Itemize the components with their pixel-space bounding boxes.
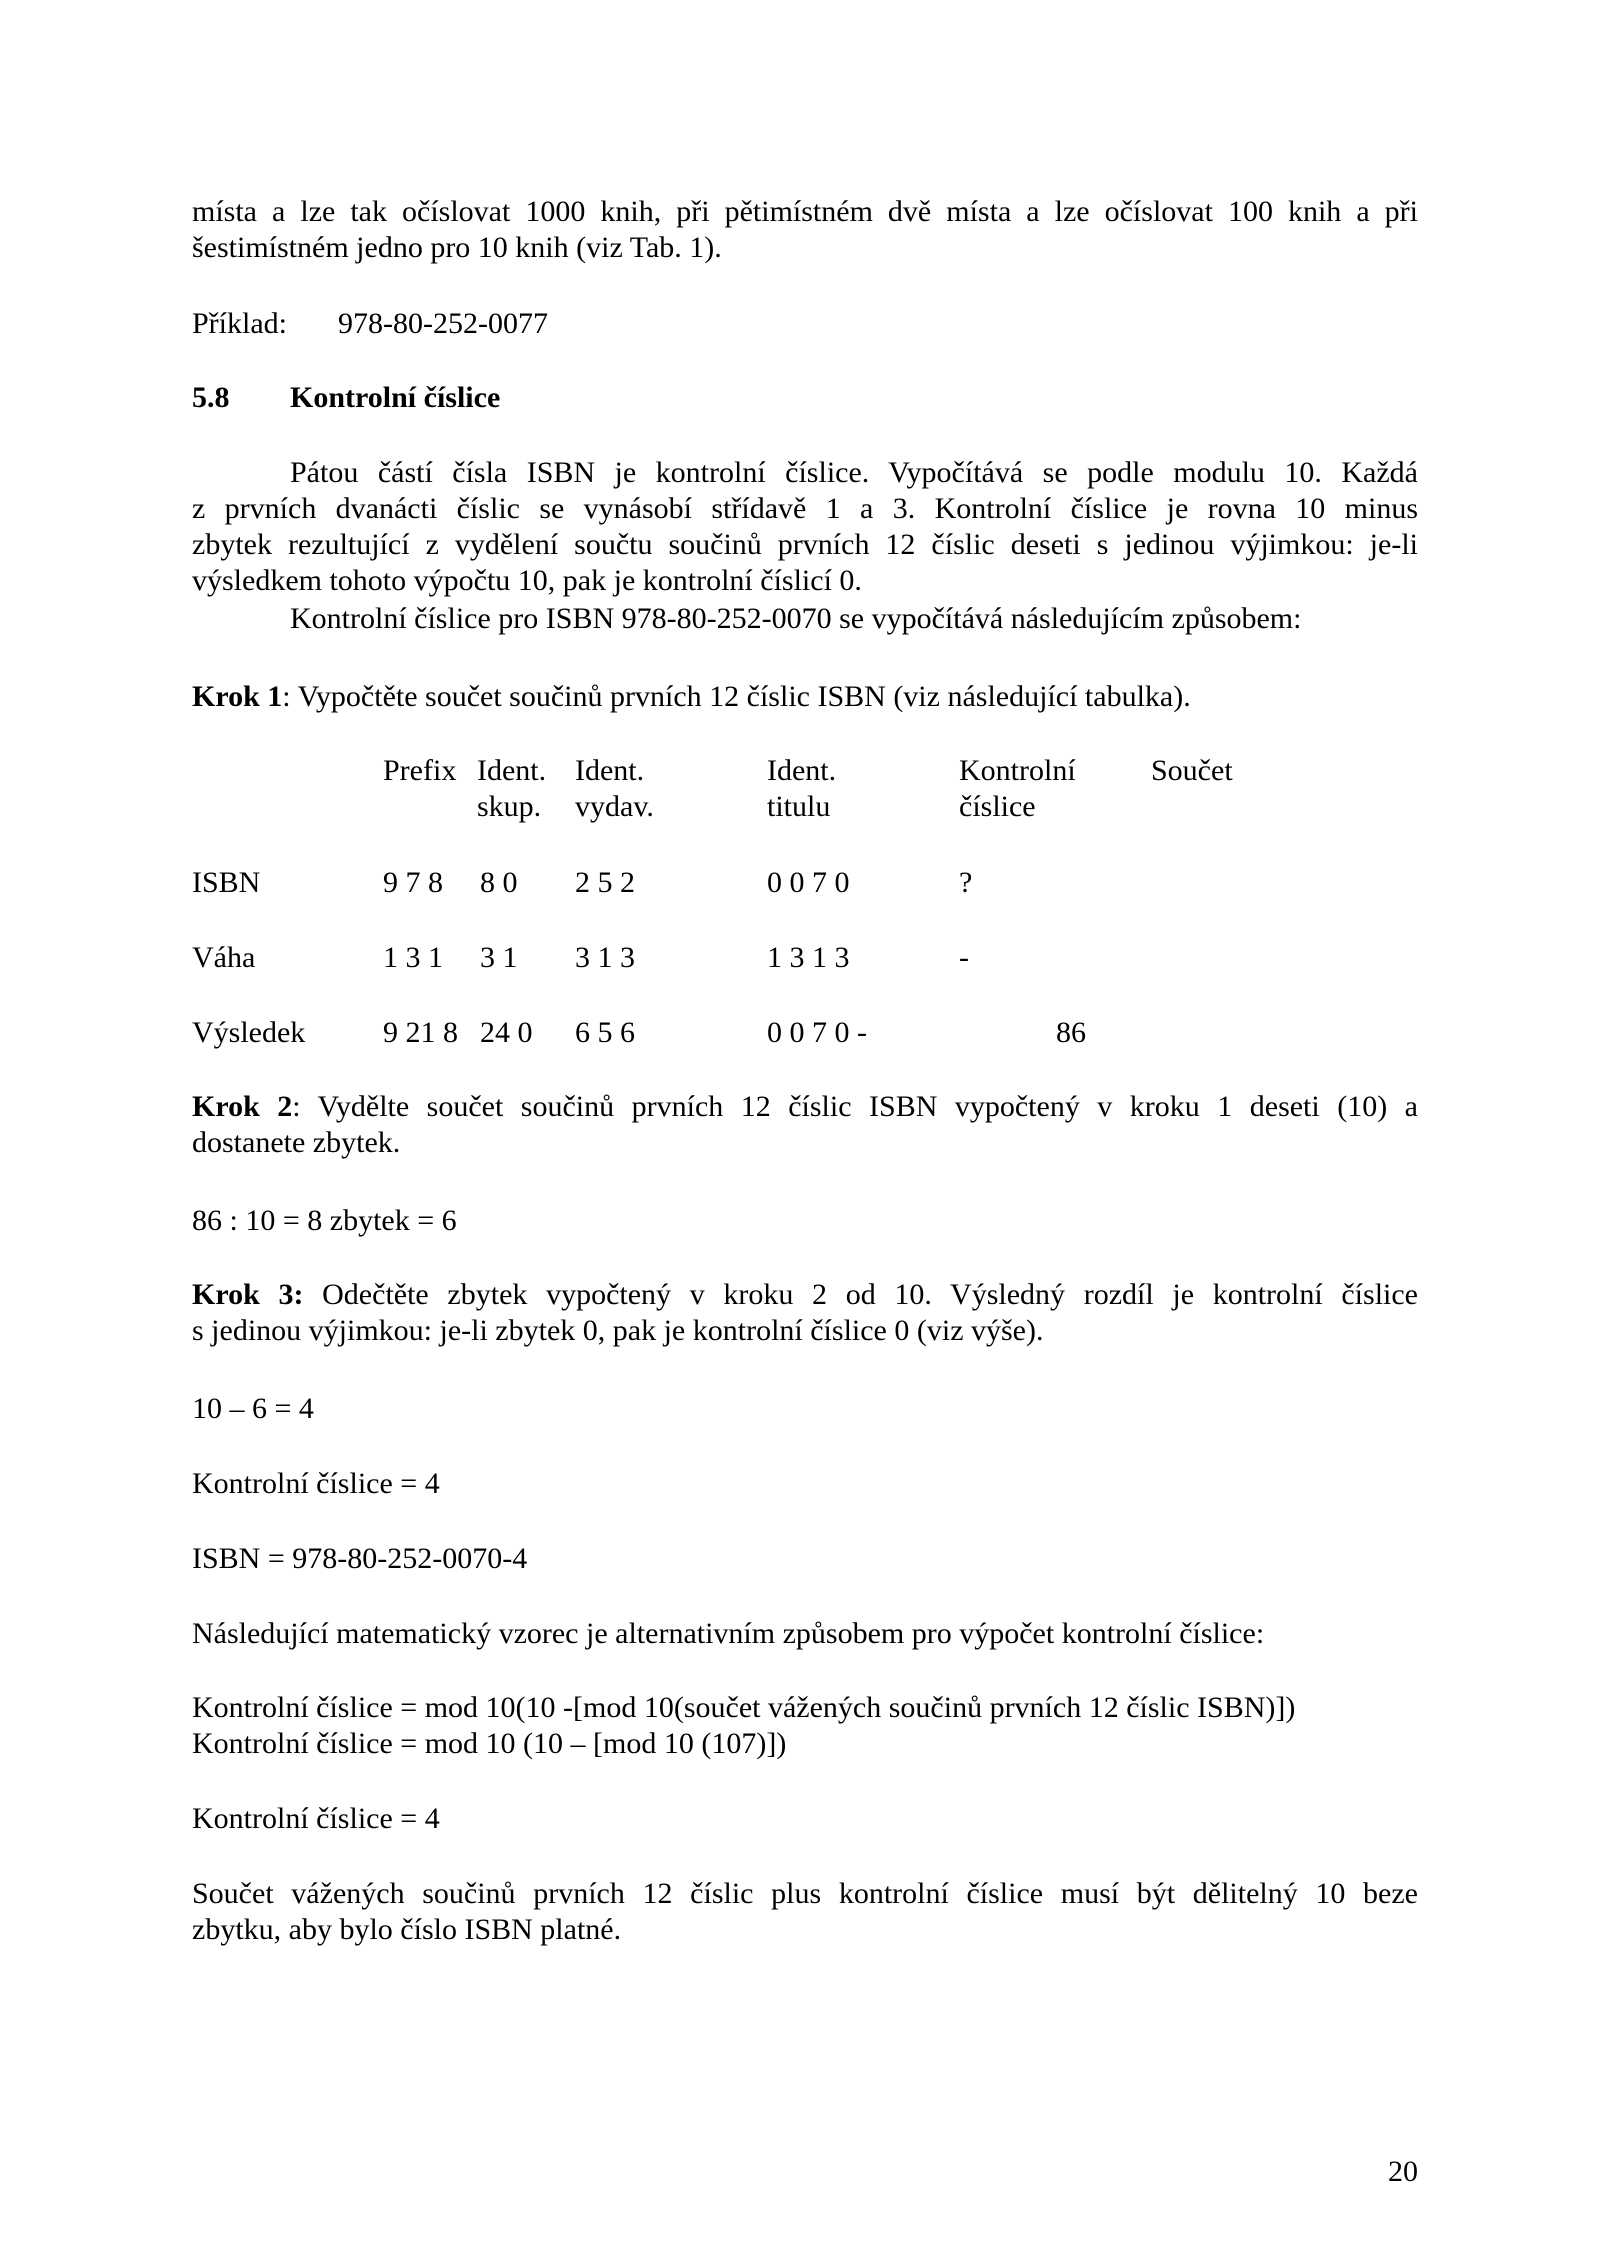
formula-general: Kontrolní číslice = mod 10(10 -[mod 10(součet vážených součinů prvních 12 číslic ISBN)]) (192, 1691, 1296, 1724)
header-prefix: Prefix (383, 754, 457, 787)
result-check-digit: Kontrolní číslice = 4 (192, 1467, 440, 1500)
para2-text: Kontrolní číslice pro ISBN 978-80-252-0070 se vypočítává následujícím způsobem: (290, 602, 1302, 635)
step3-line-1 (192, 1277, 1418, 1313)
alternative-intro: Následující matematický vzorec je alternativním způsobem pro výpočet kontrolní číslice: (192, 1617, 1265, 1650)
step2-line-1 (192, 1089, 1418, 1125)
step2-line-2: dostanete zbytek. (192, 1126, 401, 1159)
cell-prefix: 9 21 8 (383, 1016, 458, 1049)
step3-paragraph (192, 1277, 1418, 1349)
result-isbn: ISBN = 978-80-252-0070-4 (192, 1542, 528, 1575)
result-check-digit-2: Kontrolní číslice = 4 (192, 1802, 440, 1835)
header-sum: Součet (1151, 754, 1233, 787)
para1-line-1: Pátou částí čísla ISBN je kontrolní číslice. Vypočítává se podle modulu 10. Každá (290, 456, 1418, 489)
section-number: 5.8 (192, 381, 230, 414)
intro-line-2: šestimístném jedno pro 10 knih (viz Tab. 1). (192, 231, 722, 264)
header-publisher-2: vydav. (575, 790, 654, 823)
cell-prefix: 9 7 8 (383, 866, 443, 899)
header-title-2: titulu (767, 790, 831, 823)
cell-sum: 86 (1056, 1016, 1086, 1049)
row-label: Váha (192, 941, 256, 974)
header-group-2: skup. (477, 790, 542, 823)
final-paragraph (192, 1876, 1418, 1948)
intro-paragraph (192, 194, 1418, 266)
step2-label: Krok 2 (192, 1090, 293, 1123)
para1-line-4: výsledkem tohoto výpočtu 10, pak je kontrolní číslicí 0. (192, 564, 862, 597)
step1-text: : Vypočtěte součet součinů prvních 12 číslic ISBN (viz následující tabulka). (282, 680, 1191, 713)
cell-title: 0 0 7 0 (767, 866, 850, 899)
cell-group: 3 1 (480, 941, 518, 974)
cell-check: ? (959, 866, 973, 899)
row-label: ISBN (192, 866, 261, 899)
step1 (192, 679, 1191, 715)
step2-text: : Vydělte součet součinů prvních 12 číslic ISBN vypočtený v kroku 1 deseti (10) a (292, 1090, 1418, 1123)
section-title: Kontrolní číslice (290, 381, 501, 414)
para1-line-3: zbytek rezultující z vydělení součtu součinů prvních 12 číslic deseti s jedinou výjimkou: je-li (192, 528, 1418, 561)
step3-label: Krok 3: (192, 1278, 304, 1311)
header-check-1: Kontrolní (959, 754, 1076, 787)
para1-line-2: z prvních dvanácti číslic se vynásobí střídavě 1 a 3. Kontrolní číslice je rovna 10 minus (192, 492, 1418, 525)
header-group-1: Ident. (477, 754, 547, 787)
formula-applied: Kontrolní číslice = mod 10 (10 – [mod 10 (107)]) (192, 1727, 787, 1760)
final-line-2: zbytku, aby bylo číslo ISBN platné. (192, 1913, 622, 1946)
step3-line-2: s jedinou výjimkou: je-li zbytek 0, pak je kontrolní číslice 0 (viz výše). (192, 1314, 1044, 1347)
step1-label: Krok 1 (192, 680, 283, 713)
cell-title: 1 3 1 3 (767, 941, 850, 974)
check-digit-paragraph (192, 455, 1418, 599)
example-isbn: 978-80-252-0077 (338, 307, 548, 340)
intro-line-1: místa a lze tak očíslovat 1000 knih, při pětimístném dvě místa a lze očíslovat 100 knih a při (192, 195, 1418, 228)
cell-prefix: 1 3 1 (383, 941, 443, 974)
example-label: Příklad: (192, 307, 287, 340)
row-label: Výsledek (192, 1016, 306, 1049)
cell-group: 24 0 (480, 1016, 533, 1049)
cell-check: - (959, 941, 969, 974)
header-title-1: Ident. (767, 754, 837, 787)
step3-text: Odečtěte zbytek vypočtený v kroku 2 od 10. Výsledný rozdíl je kontrolní číslice (303, 1278, 1418, 1311)
calc-subtraction: 10 – 6 = 4 (192, 1392, 314, 1425)
header-check-2: číslice (959, 790, 1036, 823)
final-line-1: Součet vážených součinů prvních 12 číslic plus kontrolní číslice musí být dělitelný 10 beze (192, 1877, 1418, 1910)
header-publisher-1: Ident. (575, 754, 645, 787)
cell-title: 0 0 7 0 - (767, 1016, 867, 1049)
cell-publisher: 3 1 3 (575, 941, 635, 974)
cell-publisher: 2 5 2 (575, 866, 635, 899)
page-number: 20 (1388, 2155, 1418, 2188)
cell-publisher: 6 5 6 (575, 1016, 635, 1049)
calc-division: 86 : 10 = 8 zbytek = 6 (192, 1204, 457, 1237)
step2-paragraph (192, 1089, 1418, 1161)
cell-group: 8 0 (480, 866, 518, 899)
